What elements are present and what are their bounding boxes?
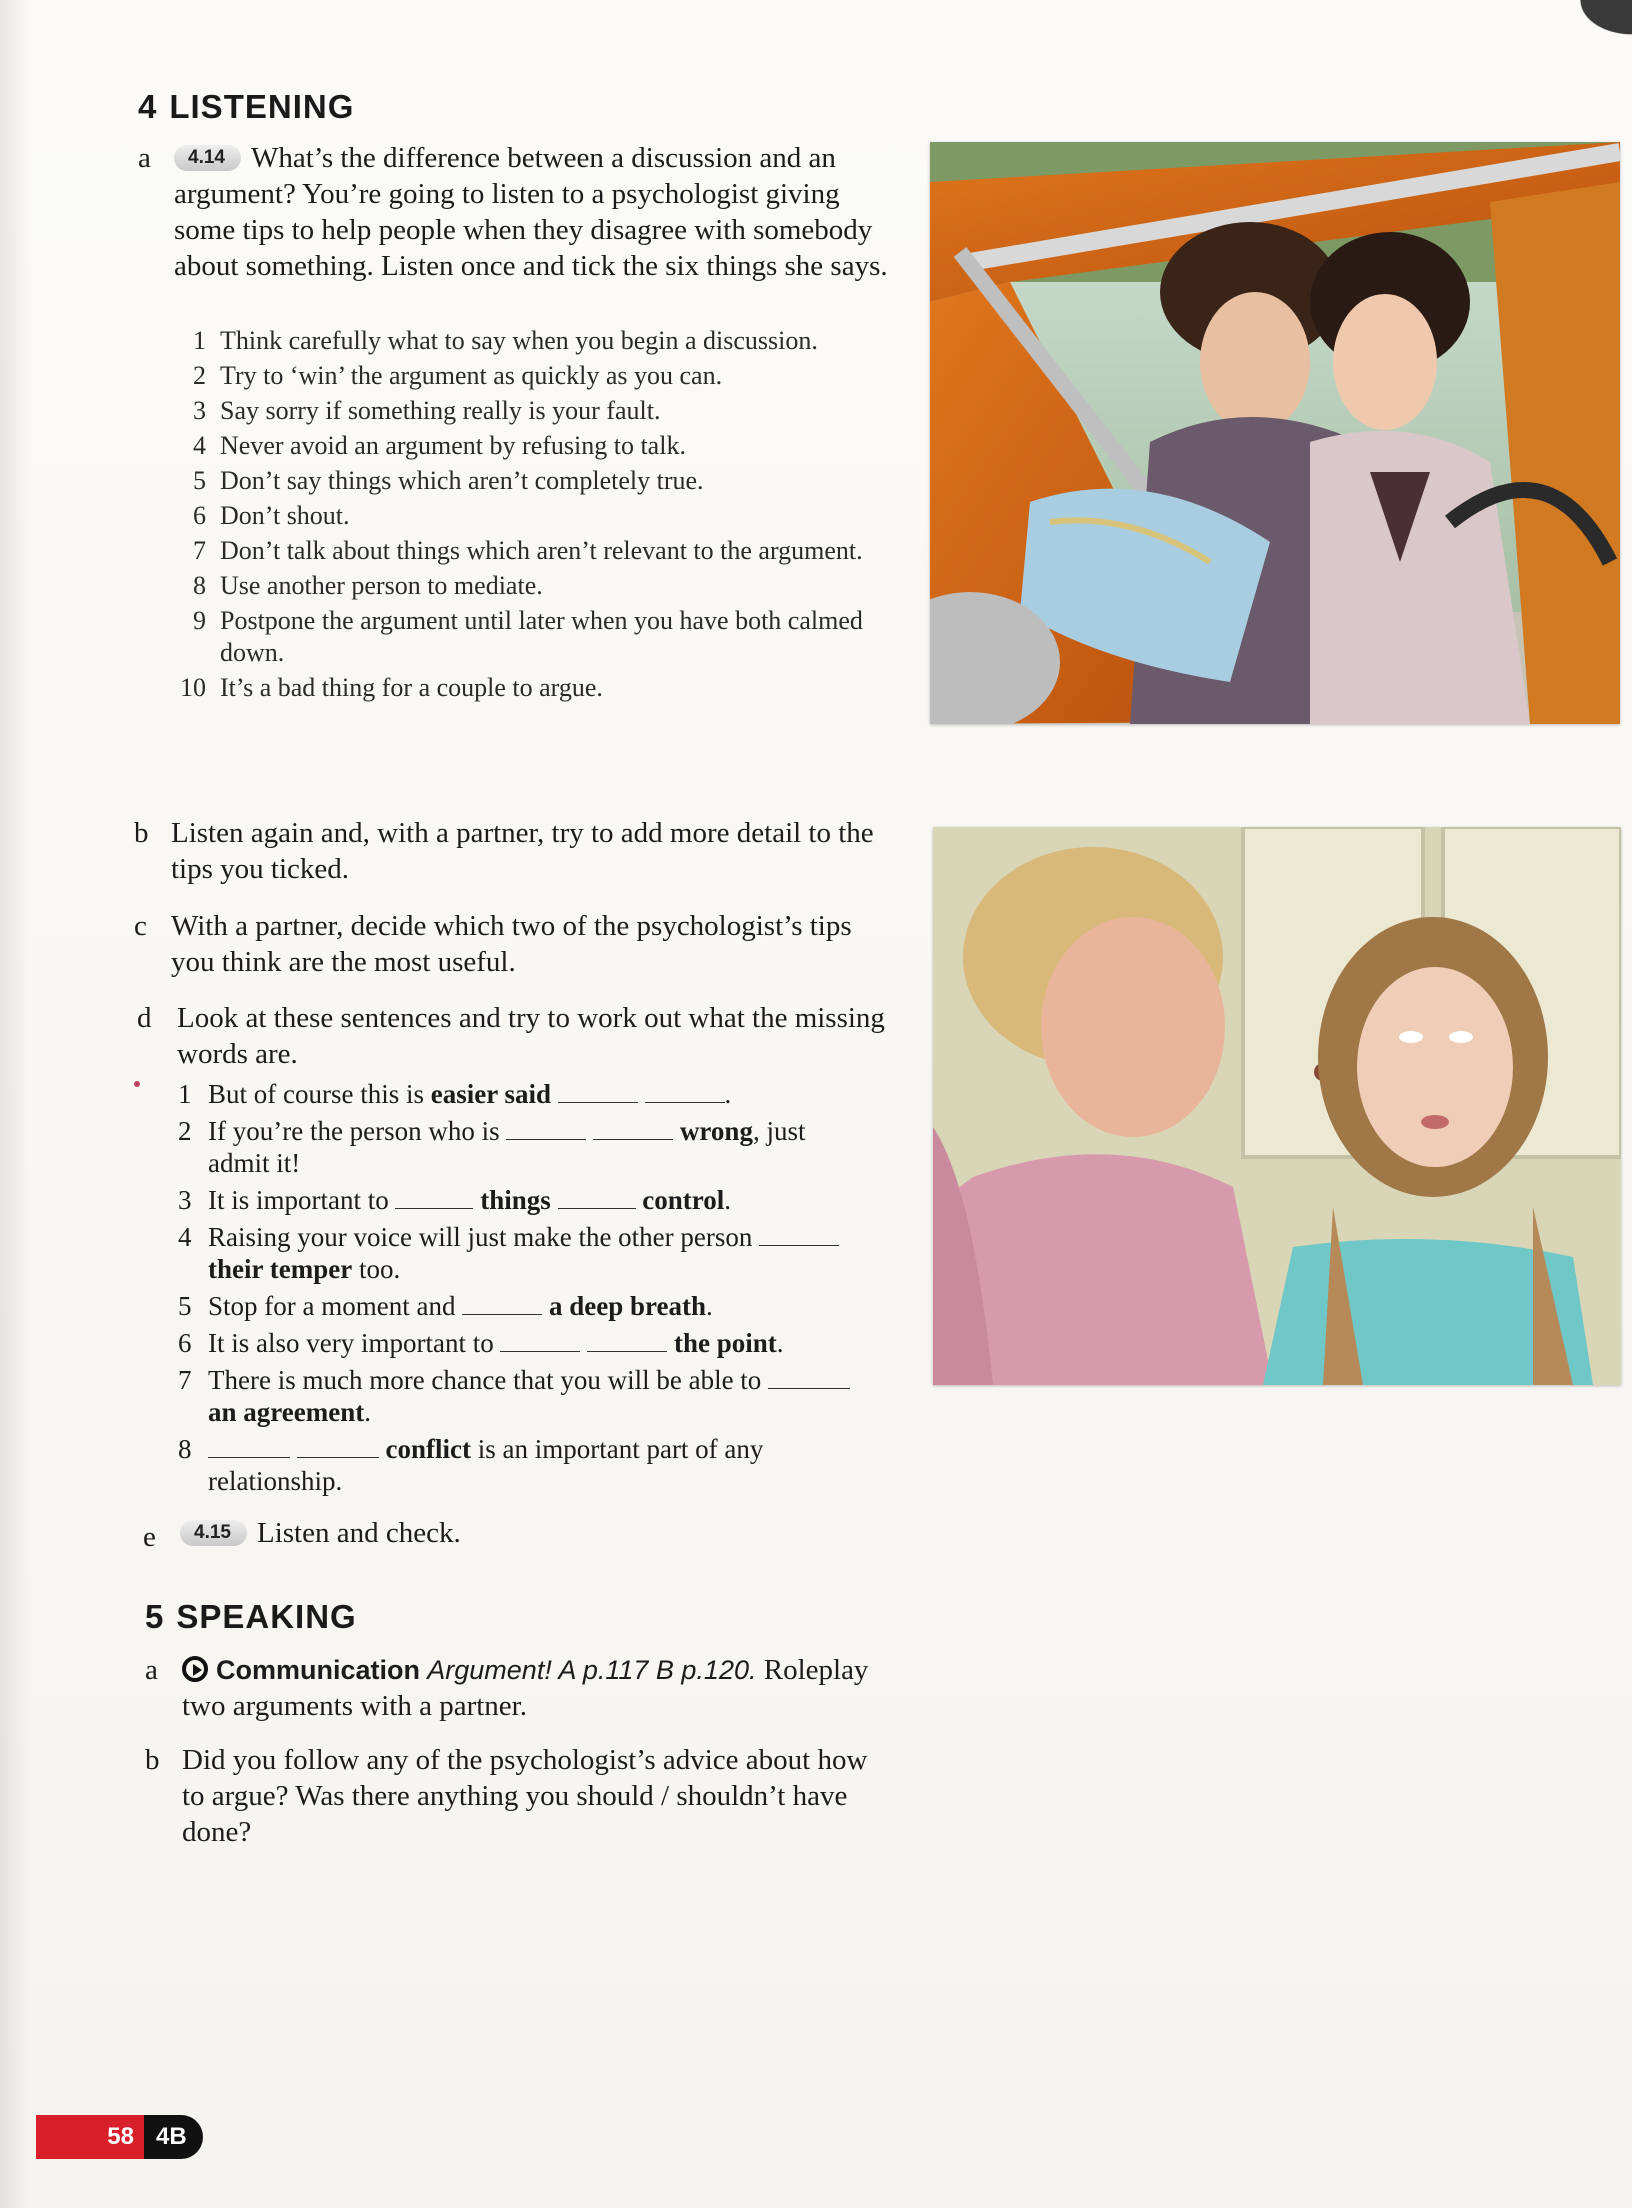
exercise-5a <box>145 1652 885 1724</box>
audio-track-badge[interactable]: 4.15 <box>180 1520 247 1546</box>
list-item: 6 Don’t shout. <box>193 501 350 530</box>
gap-sentence: 1 But of course this is easier said . <box>178 1079 732 1109</box>
section-number: 5 <box>145 1598 165 1635</box>
exercise-letter: b <box>134 817 149 849</box>
gap-fill-list <box>178 1078 868 1502</box>
tips-list <box>176 325 896 707</box>
exercise-5b <box>145 1742 885 1850</box>
section-heading-listening <box>138 88 354 126</box>
photo-mother-and-daughter-art <box>933 827 1621 1385</box>
exercise-4d <box>137 1000 887 1072</box>
section-title: SPEAKING <box>176 1598 357 1635</box>
exercise-letter: c <box>134 910 147 942</box>
exercise-4e-text: Listen and check. <box>256 1517 461 1549</box>
list-item: 7 Don’t talk about things which aren’t relevant to the argument. <box>193 536 863 565</box>
gap-sentence: 4 Raising your voice will just make the other person their temper too. <box>178 1221 868 1285</box>
exercise-5b-text: Did you follow any of the psychologist’s advice about how to argue? Was there anything you should / shouldn’t have done? <box>182 1744 868 1848</box>
exercise-4e <box>143 1515 883 1551</box>
communication-reference[interactable]: Argument! A p.117 B p.120. <box>427 1655 757 1685</box>
audio-track-badge[interactable]: 4.14 <box>174 145 241 171</box>
photo-couple-arguing-in-car <box>930 142 1620 724</box>
list-item: 8 Use another person to mediate. <box>193 571 543 600</box>
unit-badge: 4B <box>144 2115 203 2159</box>
gap-sentence: 6 It is also very important to the point. <box>178 1328 784 1358</box>
answer-blank[interactable] <box>462 1292 542 1315</box>
answer-blank[interactable] <box>645 1080 725 1103</box>
gap-sentence: 8 conflict is an important part of any relationship. <box>178 1434 764 1496</box>
exercise-4d-text: Look at these sentences and try to work out what the missing words are. <box>177 1002 885 1070</box>
answer-blank[interactable] <box>500 1329 580 1352</box>
section-number: 4 <box>138 88 158 125</box>
page-footer <box>36 2115 203 2159</box>
answer-blank[interactable] <box>768 1366 850 1389</box>
exercise-5a-body: Communication Argument! A p.117 B p.120. Roleplay two arguments with a partner. <box>182 1654 869 1722</box>
exercise-letter: d <box>137 1002 152 1034</box>
answer-blank[interactable] <box>297 1435 379 1458</box>
exercise-4c <box>134 908 884 980</box>
exercise-4a-text: What’s the difference between a discussion and an argument? You’re going to listen to a psychologist giving some tips to help people when they disagree with somebody about something. Listen once and tick the six things she says. <box>174 142 888 282</box>
exercise-4e-body <box>180 1515 883 1551</box>
exercise-letter: e <box>143 1521 156 1553</box>
exercise-letter: a <box>138 142 151 174</box>
ink-mark <box>134 1081 140 1087</box>
gap-sentence: 7 There is much more chance that you will be able to an agreement. <box>178 1364 868 1428</box>
photo-couple-arguing-in-car-art <box>930 142 1620 724</box>
photo-mother-and-daughter <box>933 827 1621 1385</box>
exercise-letter: b <box>145 1744 160 1776</box>
exercise-letter: a <box>145 1654 158 1686</box>
page-shadow <box>0 0 30 2208</box>
page-corner <box>1542 0 1632 60</box>
gap-sentence: 5 Stop for a moment and a deep breath. <box>178 1291 713 1321</box>
section-heading-speaking <box>145 1598 357 1636</box>
answer-blank[interactable] <box>506 1117 586 1140</box>
list-item: 9 Postpone the argument until later when you have both calmed down. <box>193 606 863 667</box>
gap-sentence: 3 It is important to things control. <box>178 1185 732 1215</box>
answer-blank[interactable] <box>558 1186 636 1209</box>
list-item: 2 Try to ‘win’ the argument as quickly as you can. <box>193 361 723 390</box>
exercise-4a-body <box>174 140 888 284</box>
list-item: 3 Say sorry if something really is your fault. <box>193 396 661 425</box>
answer-blank[interactable] <box>208 1435 290 1458</box>
answer-blank[interactable] <box>587 1329 667 1352</box>
list-item: 5 Don’t say things which aren’t completely true. <box>193 466 704 495</box>
exercise-4b-text: Listen again and, with a partner, try to add more detail to the tips you ticked. <box>171 817 874 885</box>
gap-sentence: 2 If you’re the person who is wrong, just admit it! <box>178 1116 806 1178</box>
list-item: 1 Think carefully what to say when you begin a discussion. <box>193 326 818 355</box>
exercise-4a <box>138 140 888 284</box>
answer-blank[interactable] <box>558 1080 638 1103</box>
list-item: 4 Never avoid an argument by refusing to talk. <box>193 431 686 460</box>
communication-label: Communication <box>216 1655 421 1685</box>
answer-blank[interactable] <box>593 1117 673 1140</box>
list-item: 10 It’s a bad thing for a couple to argue. <box>180 673 603 702</box>
exercise-4b <box>134 815 884 887</box>
page-number: 58 <box>36 2115 144 2159</box>
section-title: LISTENING <box>169 88 355 125</box>
answer-blank[interactable] <box>759 1223 839 1246</box>
exercise-4c-text: With a partner, decide which two of the psychologist’s tips you think are the most useful. <box>171 910 852 978</box>
answer-blank[interactable] <box>395 1186 473 1209</box>
arrow-circle-icon <box>182 1656 208 1682</box>
